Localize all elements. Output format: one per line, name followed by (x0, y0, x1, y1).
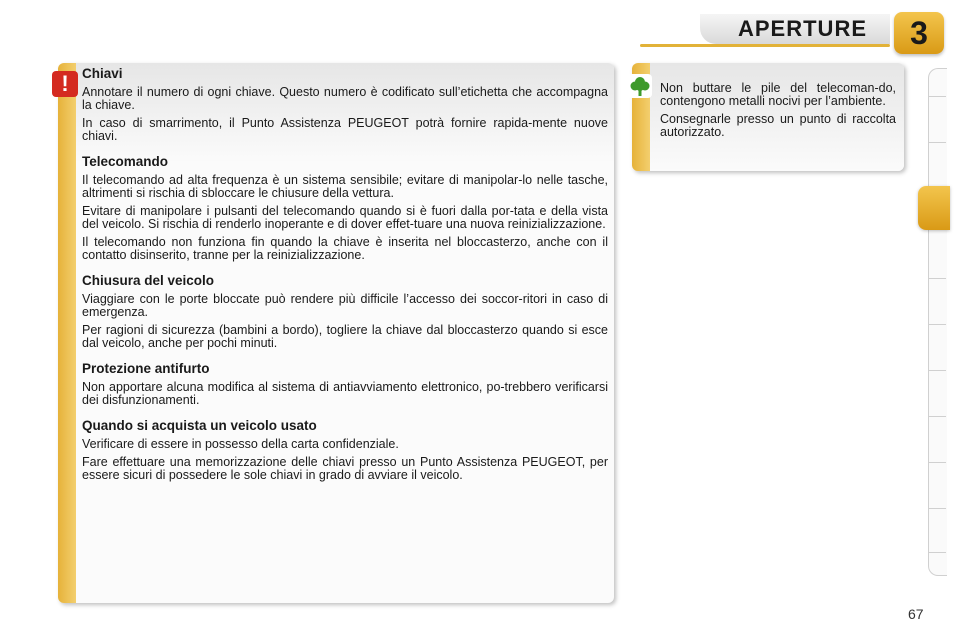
paragraph: Per ragioni di sicurezza (bambini a bordo), togliere la chiave dal bloccasterzo quando si esce dal veicolo, anche per pochi minuti. (82, 323, 608, 350)
chapter-title: APERTURE (738, 16, 868, 41)
header-stripe (640, 44, 890, 47)
section-heading: Quando si acquista un veicolo usato (82, 418, 317, 433)
section-veicolo-usato (82, 419, 608, 482)
chapter-number-badge: 3 (894, 12, 944, 54)
chapter-tab-7[interactable] (928, 416, 946, 417)
main-content (82, 67, 608, 494)
tree-icon (628, 74, 652, 98)
chapter-tab-8[interactable] (928, 462, 946, 463)
warning-icon: ! (52, 71, 78, 97)
paragraph: Viaggiare con le porte bloccate può rendere più difficile l’accesso dei soccor-ritori in caso di emergenza. (82, 292, 608, 319)
paragraph: Evitare di manipolare i pulsanti del telecomando quando si è fuori dalla por-tata e della vista del veicolo. Si rischia di renderlo inoperante e di dover effet-tuare una nuova reinizializzazione. (82, 204, 608, 231)
section-chiavi (82, 67, 608, 143)
section-heading: Chiavi (82, 66, 123, 81)
section-heading: Chiusura del veicolo (82, 273, 215, 288)
paragraph: Fare effettuare una memorizzazione delle chiavi presso un Punto Assistenza PEUGEOT, per essere sicuri di possedere le sole chiavi in grado di avviare il veicolo. (82, 455, 608, 482)
chapter-tab-1[interactable] (928, 96, 946, 97)
paragraph: Il telecomando ad alta frequenza è un sistema sensibile; evitare di manipolar-lo nelle tasche, altrimenti si rischia di sbloccare le chiusure della vettura. (82, 173, 608, 200)
chapter-tab-6[interactable] (928, 370, 946, 371)
chapter-tab-active[interactable] (918, 186, 950, 230)
chapter-nav-strip (928, 68, 947, 576)
section-heading: Telecomando (82, 154, 169, 169)
paragraph: Non buttare le pile del telecoman-do, contengono metalli nocivi per l’ambiente. (660, 81, 896, 108)
page-number: 67 (908, 606, 924, 622)
chapter-tab-9[interactable] (928, 508, 946, 509)
paragraph: Annotare il numero di ogni chiave. Questo numero è codificato sull’etichetta che accompagna la chiave. (82, 85, 608, 112)
chapter-tab-5[interactable] (928, 324, 946, 325)
paragraph: Verificare di essere in possesso della carta confidenziale. (82, 437, 399, 451)
eco-content (660, 82, 896, 144)
paragraph: In caso di smarrimento, il Punto Assistenza PEUGEOT potrà fornire rapida-mente nuove chiavi. (82, 116, 608, 143)
section-heading: Protezione antifurto (82, 361, 210, 376)
section-telecomando (82, 155, 608, 262)
section-chiusura-veicolo (82, 274, 608, 350)
section-protezione-antifurto (82, 362, 608, 407)
paragraph: Il telecomando non funziona fin quando la chiave è inserita nel bloccasterzo, anche con il contatto disinserito, tranne per la reinizializzazione. (82, 235, 608, 262)
paragraph: Consegnarle presso un punto di raccolta autorizzato. (660, 112, 896, 139)
chapter-tab-2[interactable] (928, 142, 946, 143)
chapter-tab-10[interactable] (928, 552, 946, 553)
chapter-tab-4[interactable] (928, 278, 946, 279)
paragraph: Non apportare alcuna modifica al sistema di antiavviamento elettronico, po-trebbero verificarsi dei disfunzionamenti. (82, 380, 608, 407)
panel-accent-strip (58, 63, 76, 603)
